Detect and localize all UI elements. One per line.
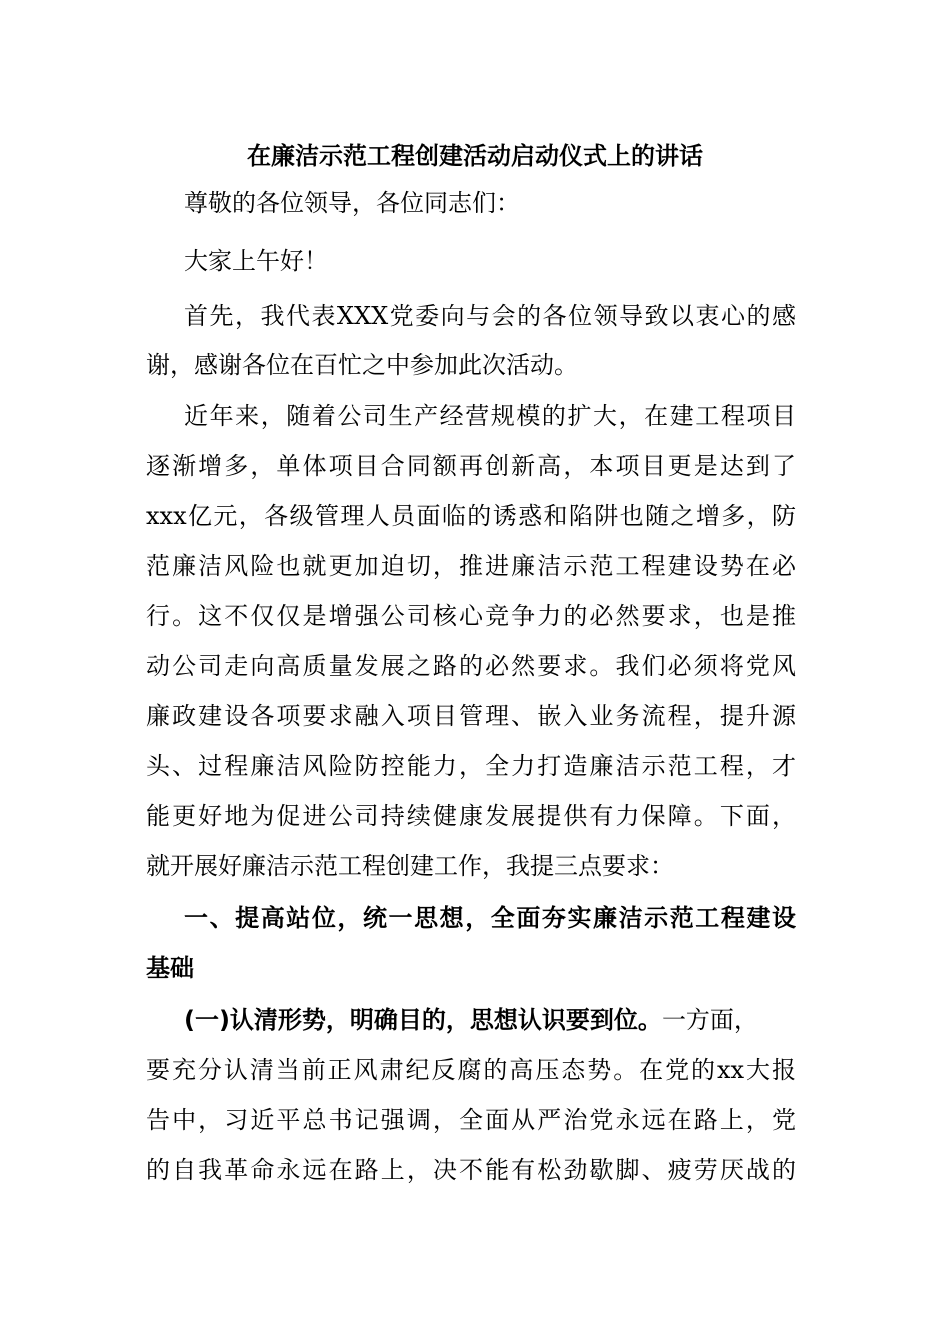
paragraph-line: xxx亿元，各级管理人员面临的诱惑和陷阱也随之增多，防 bbox=[146, 502, 796, 530]
paragraph-line: 谢，感谢各位在百忙之中参加此次活动。 bbox=[146, 351, 578, 379]
paragraph-line: 头、过程廉洁风险防控能力，全力打造廉洁示范工程，才 bbox=[146, 752, 796, 780]
document-title: 在廉洁示范工程创建活动启动仪式上的讲话 bbox=[247, 142, 703, 170]
subheading-bold: (一)认清形势，明确目的，思想认识要到位。 bbox=[184, 1006, 662, 1034]
salutation: 尊敬的各位领导，各位同志们： bbox=[184, 189, 520, 217]
paragraph-line: 要充分认清当前正风肃纪反腐的高压态势。在党的xx大报 bbox=[146, 1056, 796, 1084]
subheading-rest: 一方面， bbox=[661, 1006, 758, 1034]
paragraph-line: 动公司走向高质量发展之路的必然要求。我们必须将党风 bbox=[146, 652, 796, 680]
paragraph-line: 告中，习近平总书记强调，全面从严治党永远在路上，党 bbox=[146, 1106, 796, 1134]
paragraph-line: 能更好地为促进公司持续健康发展提供有力保障。下面， bbox=[146, 802, 796, 830]
paragraph-line: 首先，我代表XXX党委向与会的各位领导致以衷心的感 bbox=[184, 302, 796, 330]
paragraph-line: 近年来，随着公司生产经营规模的扩大，在建工程项目 bbox=[184, 402, 796, 430]
greeting: 大家上午好！ bbox=[184, 247, 328, 275]
paragraph-line: 行。这不仅仅是增强公司核心竞争力的必然要求，也是推 bbox=[146, 602, 796, 630]
paragraph-line: 逐渐增多，单体项目合同额再创新高，本项目更是达到了 bbox=[146, 452, 796, 480]
paragraph-line: 廉政建设各项要求融入项目管理、嵌入业务流程，提升源 bbox=[146, 702, 796, 730]
paragraph-line: 的自我革命永远在路上，决不能有松劲歇脚、疲劳厌战的 bbox=[146, 1156, 796, 1184]
paragraph-line: 就开展好廉洁示范工程创建工作，我提三点要求： bbox=[146, 852, 674, 880]
section-heading: 基础 bbox=[146, 954, 194, 982]
paragraph-line: 范廉洁风险也就更加迫切，推进廉洁示范工程建设势在必 bbox=[146, 552, 796, 580]
section-heading: 一、提高站位，统一思想，全面夯实廉洁示范工程建设 bbox=[184, 904, 796, 932]
subheading-line bbox=[184, 1000, 758, 1040]
